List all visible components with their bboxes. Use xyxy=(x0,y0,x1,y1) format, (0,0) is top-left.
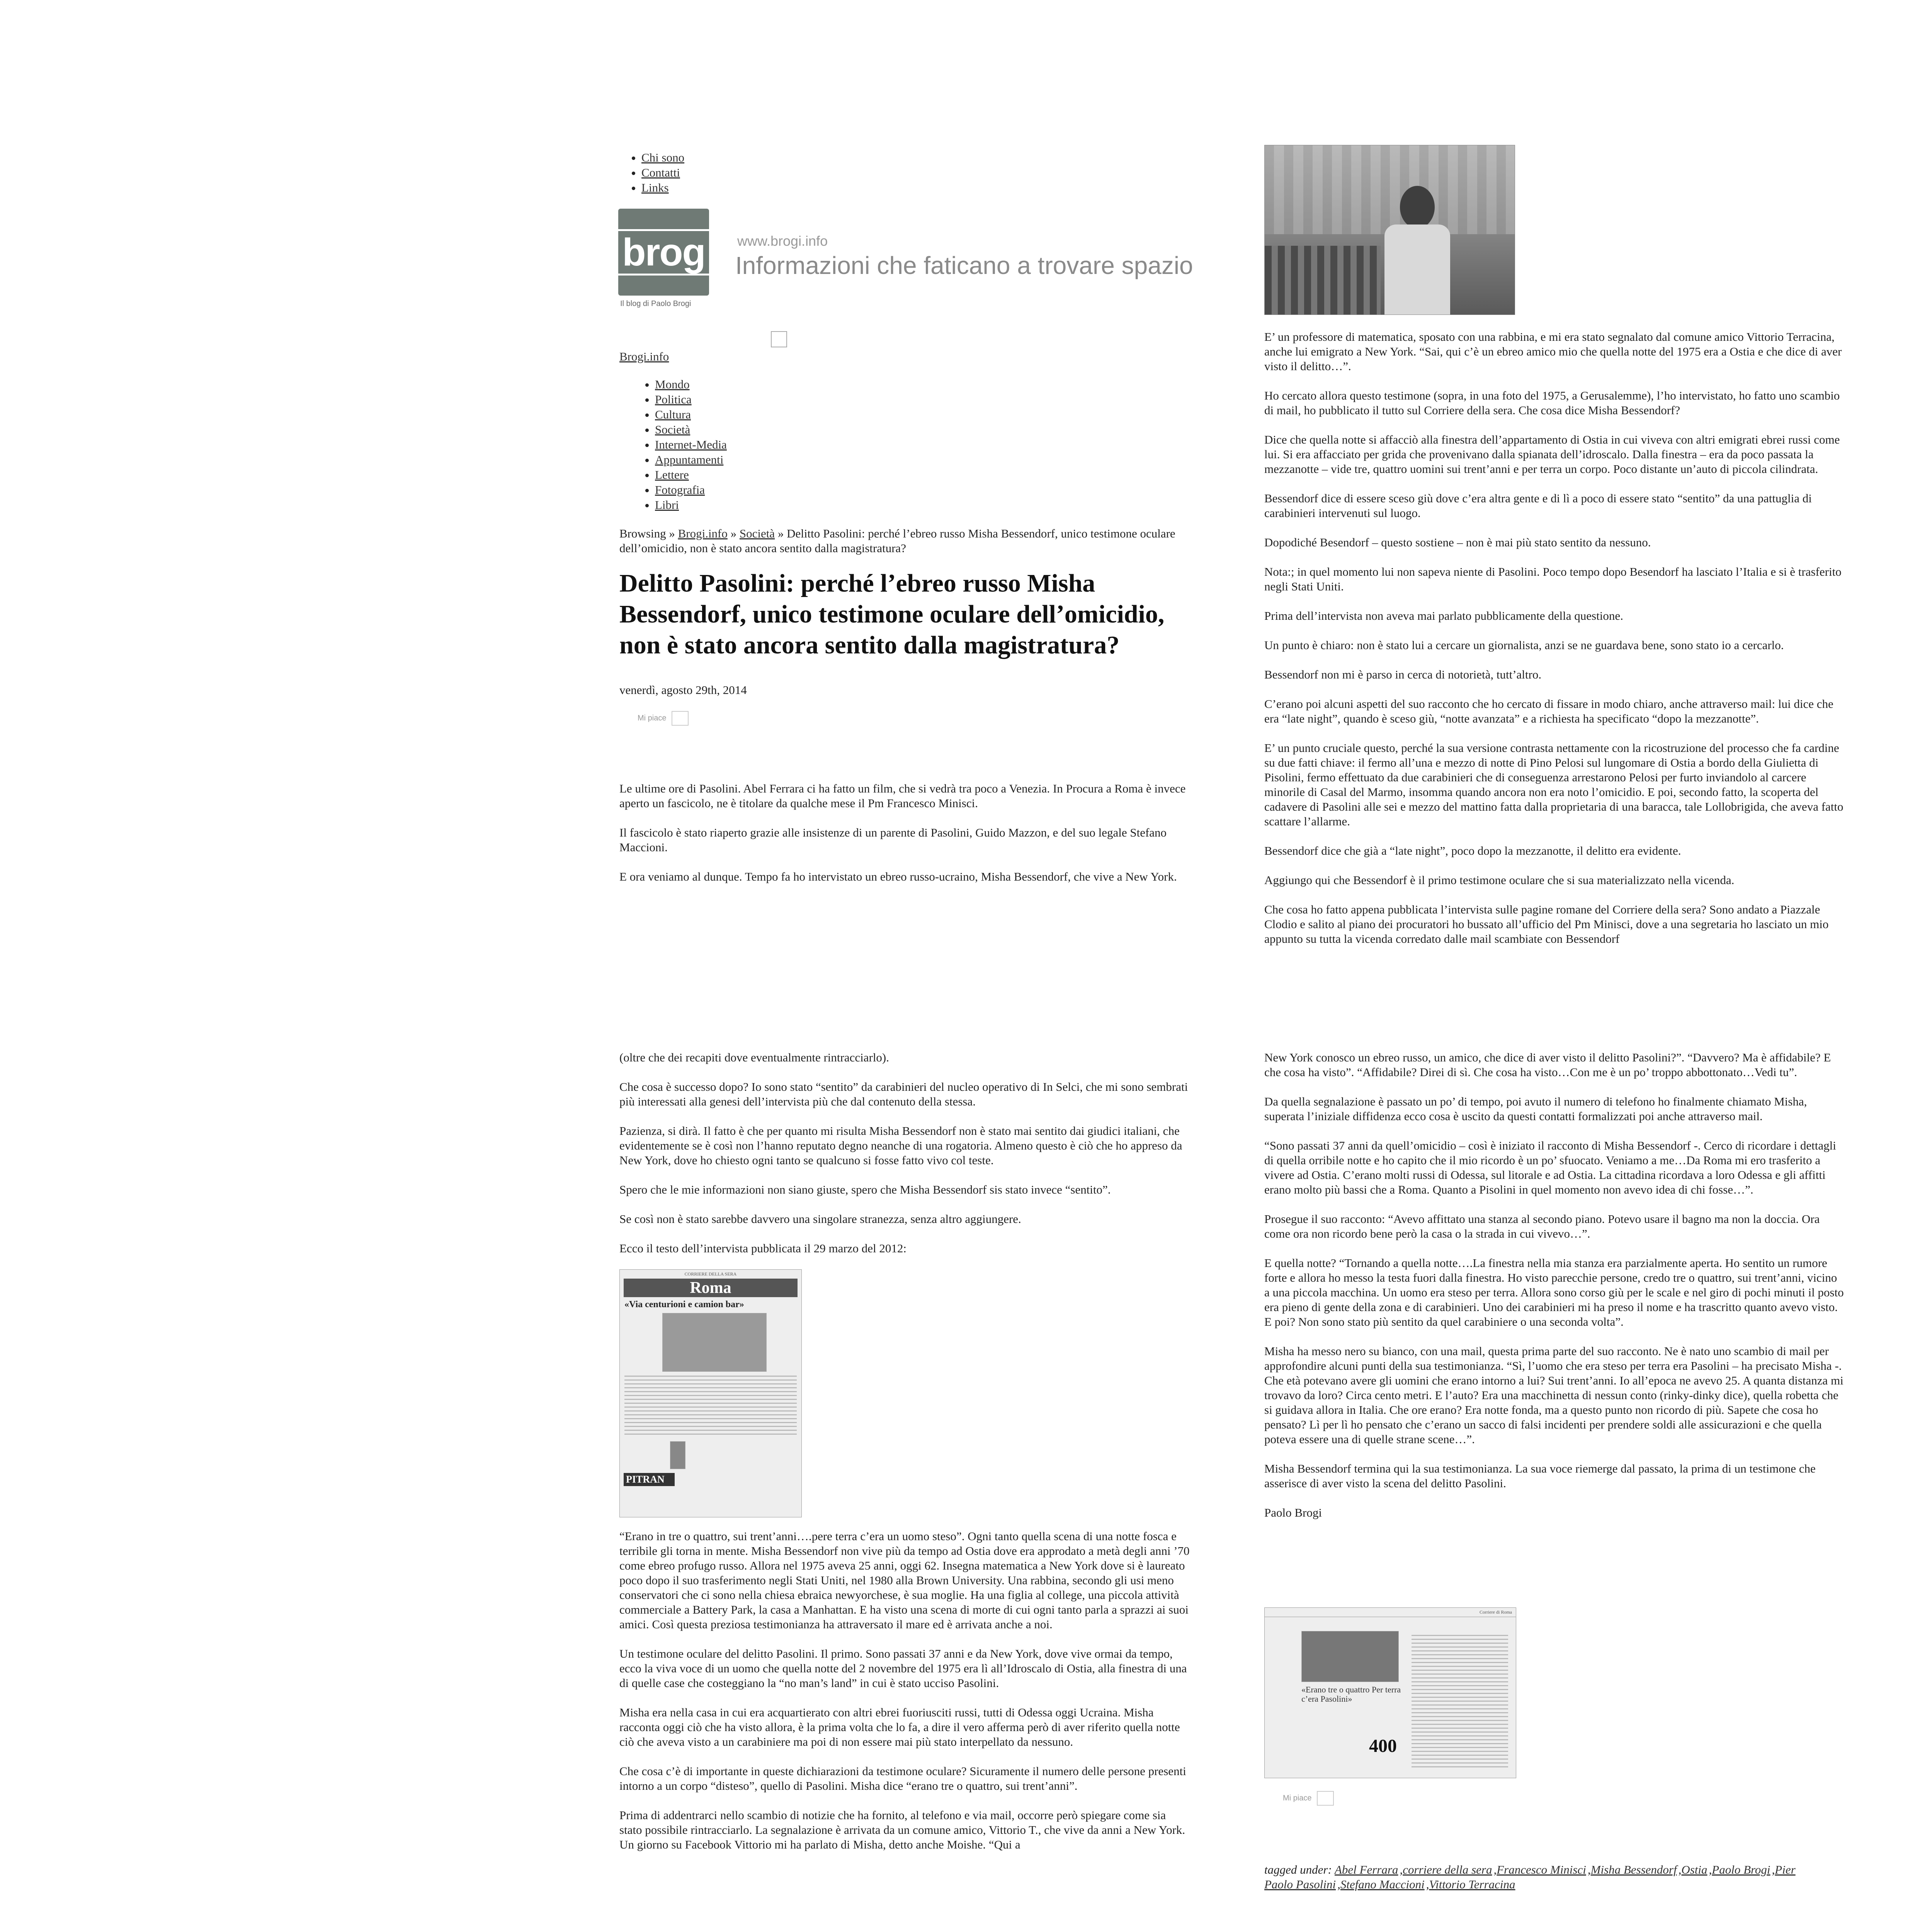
paragraph: Che cosa ho fatto appena pubblicata l’intervista sulle pagine romane del Corriere della sera? Sono andato a Piazzale Clodio e salito al piano dei procuratori ho bussato all’ufficio del Pm Minisci, dove a una segretaria ho lasciato un mio appunto su tutta la vicenda corredato dalle mail scambiate con Bessendorf xyxy=(1264,903,1829,946)
clip-ad: PITRAN xyxy=(624,1473,675,1486)
site-url: www.brogi.info xyxy=(737,233,828,249)
site-tagline: Informazioni che faticano a trovare spazio xyxy=(735,252,1193,279)
category-item[interactable] xyxy=(655,497,810,512)
paragraph: E’ un punto cruciale questo, perché la sua versione contrasta nettamente con la ricostruzione del processo che fa cardine su due fatti chiave: il fermo all’una e mezzo di notte di Pino Pelosi sul lungomare di Ostia a bordo della Giulietta di Pisolini, fermo effettuato da due carabinieri che di conseguenza arrestarono Pelosi per furto inviandolo al carcere minorile di Casal del Marmo, insomma quando ancora non era noto l’omicidio. E poi, secondo fatto, la scoperta del cadavere di Pasolini alle sei e mezzo del mattino fatta dalla proprietaria di una baracca, tale Lollobrigida, che aveva fatto scattare l’allarme. xyxy=(1264,741,1844,828)
category-item[interactable] xyxy=(655,452,810,467)
tag-list: tagged under: Abel Ferrara ,corriere della sera ,Francesco Minisci ,Misha Bessendorf ,Ostia ,Paolo Brogi ,Pier Paolo Pasolini ,Stefano Maccioni ,Vittorio Terracina xyxy=(1264,1863,1796,1891)
tag-link[interactable]: corriere della sera xyxy=(1403,1863,1492,1876)
paragraph: Ecco il testo dell’intervista pubblicata il 29 marzo del 2012: xyxy=(619,1242,906,1255)
clip-section: Roma xyxy=(624,1279,798,1297)
paragraph: Le ultime ore di Pasolini. Abel Ferrara ci ha fatto un film, che si vedrà tra poco a Venezia. In Procura a Roma è invece aperto un fascicolo, ne è titolare da qualche mese il Pm Francesco Minisci. xyxy=(619,782,1186,810)
tag-link[interactable]: Ostia xyxy=(1681,1863,1708,1876)
category-internet-media[interactable]: Internet-Media xyxy=(655,438,727,451)
paragraph: Un testimone oculare del delitto Pasolini. Il primo. Sono passati 37 anni e da New York, dove vive ormai da tempo, ecco la viva voce di un uomo che quella notte del 2 novembre del 1975 era lì all’Idroscalo di Ostia, alla finestra di una di quelle case che costeggiano la “no man’s land” in cui è stato ucciso Pasolini. xyxy=(619,1647,1187,1690)
tag-link[interactable]: Vittorio Terracina xyxy=(1429,1878,1515,1891)
tag-link[interactable]: Paolo Brogi xyxy=(1712,1863,1770,1876)
paragraph: E quella notte? “Tornando a quella notte….La finestra nella mia stanza era parzialmente aperta. Ho sentito un rumore forte e allora ho messo la testa fuori dalla finestra. Ho visto parecchie persone, credo tre o quattro, sui trent’anni, vicino a una piccola macchina. Un uomo era steso per terra. Allora sono corso giù per le scale e nel giro di pochi minuti il posto era pieno di gente della zona e di carabinieri. Uno dei carabinieri mi ha preso il nome e ha trascritto quanto avevo visto. E poi? Non sono stato più sentito da quel carabiniere o una seconda volta”. xyxy=(1264,1256,1844,1328)
paragraph: Misha ha messo nero su bianco, con una mail, questa prima parte del suo racconto. Ne è nato uno scambio di mail per approfondire alcuni punti della sua testimonianza. “Sì, l’uomo che era steso per terra era Pasolini – ha precisato Misha -. Che età potevano avere gli uomini che erano intorno a lui? Sui trent’anni. Io all’epoca ne avevo 25. A quanta distanza mi trovavo da loro? Circa cento metri. E l’auto? Era una macchinetta di nessun conto (rinky-dinky dice), quella robetta che si guidava allora in Italia. Che ore erano? Era notte fonda, ma a questo punto non ricordo di più. Sapete che cosa ho pensato? Lì per lì ho pensato che c’erano un sacco di falsi incidenti per prendere soldi alle assicurazioni e che quella poteva essere una di quelle strane scene…”. xyxy=(1264,1344,1844,1446)
article-date: venerdì, agosto 29th, 2014 xyxy=(619,683,747,697)
photo-man-body xyxy=(1384,224,1450,315)
clip2-photo xyxy=(1301,1631,1399,1682)
nav-contatti[interactable] xyxy=(641,165,796,180)
clip-photo xyxy=(662,1313,767,1372)
paragraph: Dice che quella notte si affacciò alla finestra dell’appartamento di Ostia in cui viveva con altri emigrati ebrei russi come lui. Si era affacciato per grida che provenivano dalla spianata dell’idroscalo. Dalla finestra – era da poco passata la mezzanotte – vide tre, quattro uomini sui trent’anni e per terra un corpo. Poco distante un’auto di piccola cilindrata. xyxy=(1264,433,1840,476)
category-item[interactable] xyxy=(655,407,810,422)
breadcrumb-sep: » xyxy=(730,527,737,540)
tag-link[interactable]: Francesco Minisci xyxy=(1497,1863,1586,1876)
like-count-bubble xyxy=(672,711,689,726)
paragraph: Il fascicolo è stato riaperto grazie alle insistenze di un parente di Pasolini, Guido Mazzon, e del suo legale Stefano Maccioni. xyxy=(619,826,1167,854)
photo-man-head xyxy=(1400,186,1435,228)
tag-link[interactable]: Pier Paolo Pasolini xyxy=(1264,1863,1796,1891)
category-cultura[interactable]: Cultura xyxy=(655,408,691,421)
paragraph: E’ un professore di matematica, sposato con una rabbina, e mi era stato segnalato dal comune amico Vittorio Terracina, anche lui emigrato a New York. “Sai, qui c’è un ebreo amico mio che quella notte del 1975 era a Ostia e che dice di aver visto il delitto…”. xyxy=(1264,330,1842,373)
tag-link[interactable]: Stefano Maccioni xyxy=(1340,1878,1425,1891)
category-item[interactable] xyxy=(655,437,810,452)
nav-contatti-link[interactable]: Contatti xyxy=(641,166,680,179)
paragraph: Prosegue il suo racconto: “Avevo affittato una stanza al secondo piano. Potevo usare il bagno ma non la doccia. Ora come ora non ricordo bene però la casa o la strada in cui vivevo…”. xyxy=(1264,1212,1820,1240)
witness-photo xyxy=(1264,145,1515,315)
like-widget-2[interactable] xyxy=(1283,1791,1334,1806)
article-col-2 xyxy=(1264,330,1844,961)
paragraph: Dopodiché Besendorf – questo sostiene – non è mai più stato sentito da nessuno. xyxy=(1264,536,1651,549)
article-col-3 xyxy=(619,1050,1191,1270)
category-menu xyxy=(622,377,810,512)
nav-chi-sono-link[interactable]: Chi sono xyxy=(641,151,685,164)
paragraph: “Sono passati 37 anni da quell’omicidio – così è iniziato il racconto di Misha Bessendorf -. Cerco di ricordare i dettagli di quella orribile notte e ho capito che il mio ricordo è un po’ sfuocato. Veniamo a me…Da Roma mi ero trasferito a vivere ad Ostia. C’erano molti russi di Odessa, sul litorale e ad Ostia. La cittadina ricordava a loro Odessa e gli affitti erano molto più bassi che a Roma. Quanto a Pisolini in quel momento non avevo idea di chi fosse…”. xyxy=(1264,1139,1836,1196)
category-mondo[interactable]: Mondo xyxy=(655,378,690,391)
paragraph: Da quella segnalazione è passato un po’ di tempo, poi avuto il numero di telefono ho finalmente chiamato Misha, superata l’iniziale diffidenza ecco cosa è uscito da questi contatti formalizzati poi anche attraverso mail. xyxy=(1264,1095,1807,1123)
category-fotografia[interactable]: Fotografia xyxy=(655,483,705,497)
paragraph: Bessendorf dice che già a “late night”, poco dopo la mezzanotte, il delitto era evidente. xyxy=(1264,844,1681,857)
paragraph: Che cosa c’è di importante in queste dichiarazioni da testimone oculare? Sicuramente il numero delle persone presenti intorno a un corpo “disteso”, quello di Pasolini. Misha dice “erano tre o quattro, sui trent’anni”. xyxy=(619,1764,1186,1793)
tag-link[interactable]: Abel Ferrara xyxy=(1334,1863,1398,1876)
article-col-3b xyxy=(619,1529,1191,1867)
paragraph: Un punto è chiaro: non è stato lui a cercare un giornalista, anzi se ne guardava bene, sono stato io a cercarlo. xyxy=(1264,638,1784,652)
home-link[interactable]: Brogi.info xyxy=(619,350,669,363)
breadcrumb xyxy=(619,526,1191,556)
clip-masthead: CORRIERE DELLA SERA xyxy=(684,1271,737,1277)
paragraph: Misha Bessendorf termina qui la sua testimonianza. La sua voce riemerge dal passato, la prima di un testimone che asserisce di aver visto la scena del delitto Pasolini. xyxy=(1264,1462,1816,1490)
paragraph: Nota:; in quel momento lui non sapeva niente di Pasolini. Poco tempo dopo Besendorf ha lasciato l’Italia e si è trasferito negli Stati Uniti. xyxy=(1264,565,1842,593)
category-lettere[interactable]: Lettere xyxy=(655,468,689,481)
paragraph: Misha era nella casa in cui era acquartierato con altri ebrei fuoriusciti russi, tutti di Odessa oggi Ucraina. Misha racconta oggi ciò che ha visto allora, è la prima volta che lo fa, a dire il vero afferma però di aver riferito quella notte ciò che aveva visto a un carabiniere ma poi di non essere mai più stato interpellato da nessuno. xyxy=(619,1706,1180,1748)
category-politica[interactable]: Politica xyxy=(655,393,692,406)
nav-chi-sono[interactable] xyxy=(641,150,796,165)
category-item[interactable] xyxy=(655,482,810,497)
search-box-icon[interactable] xyxy=(771,331,787,347)
clip2-headline: «Erano tre o quattro Per terra c’era Pasolini» xyxy=(1301,1685,1401,1704)
paragraph: Bessendorf non mi è parso in cerca di notorietà, tutt’altro. xyxy=(1264,668,1542,681)
clip2-text-lines xyxy=(1412,1635,1508,1770)
logo-caption: Il blog di Paolo Brogi xyxy=(620,299,691,308)
clip-headline: «Via centurioni e camion bar» xyxy=(624,1299,744,1310)
like-widget[interactable] xyxy=(638,711,689,726)
logo-text: brog xyxy=(616,229,711,276)
paragraph: (oltre che dei recapiti dove eventualmente rintracciarlo). xyxy=(619,1051,889,1064)
breadcrumb-societa[interactable]: Società xyxy=(739,527,775,540)
paragraph: Spero che le mie informazioni non siano giuste, spero che Misha Bessendorf sis stato invece “sentito”. xyxy=(619,1183,1111,1196)
nav-links-link[interactable]: Links xyxy=(641,181,669,194)
photo-wall xyxy=(1265,145,1515,234)
author-signature: Paolo Brogi xyxy=(1264,1506,1322,1519)
paragraph: Prima dell’intervista non aveva mai parlato pubblicamente della questione. xyxy=(1264,609,1623,622)
paragraph: Se così non è stato sarebbe davvero una singolare stranezza, senza altro aggiungere. xyxy=(619,1212,1021,1226)
category-societa[interactable]: Società xyxy=(655,423,690,436)
breadcrumb-home[interactable]: Brogi.info xyxy=(678,527,728,540)
breadcrumb-current: » Delitto Pasolini: perché l’ebreo russo Misha Bessendorf, unico testimone oculare dell’omicidio, non è stato ancora sentito dalla magistratura? xyxy=(619,527,1175,555)
tags-label: tagged under: xyxy=(1264,1863,1332,1876)
article-title: Delitto Pasolini: perché l’ebreo russo Misha Bessendorf, unico testimone oculare dell’omicidio, non è stato ancora sentito dalla magistratura? xyxy=(619,569,1165,659)
paragraph: Pazienza, si dirà. Il fatto è che per quanto mi risulta Misha Bessendorf non è stato mai sentito dai giudici italiani, che evidentemente se è così non l’hanno reputato degno neanche di una rogatoria. Almeno questo è ciò che ho appreso da New York, dove ho chiesto ogni tanto se qualcuno si fosse fatto vivo col teste. xyxy=(619,1124,1182,1167)
photo-crowd xyxy=(1265,246,1381,315)
paragraph: Aggiungo qui che Bessendorf è il primo testimone oculare che si sua materializzato nella vicenda. xyxy=(1264,873,1735,887)
paragraph: New York conosco un ebreo russo, un amico, che dice di aver visto il delitto Pasolini?”. “Davvero? Ma è affidabile? E che cosa ha visto”. “Affidabile? Direi di sì. Che cosa ha visto…Con me è un po’ troppo abbottonato…Vedi tu”. xyxy=(1264,1051,1831,1079)
paragraph: “Erano in tre o quattro, sui trent’anni….pere terra c’era un uomo steso”. Ogni tanto quella scena di una notte fosca e terribile gli torna in mente. Misha Bessendorf non vive più da tempo ad Ostia dove era approdato a metà degli anni ’70 come ebreo profugo russo. Allora nel 1975 aveva 25 anni, oggi 62. Insegna matematica a New York dove si è laureato poco dopo il suo trasferimento negli Stati Uniti, nel 1980 alla Brown University. Una rabbina, secondo gli usi meno conservatori che ci sono nella chiesa ebraica newyorchese, è sua moglie. Ha una figlia al college, una piccola attività commerciale a Battery Park, la casa a Manhattan. E ha visto una scena di morte di cui ogni tanto parla a sprazzi ai suoi amici. Così questa preziosa testimonianza ha attraversato il mare ed è arrivata anche a noi. xyxy=(619,1529,1190,1631)
nav-links[interactable] xyxy=(641,180,796,195)
clip2-number: 400 xyxy=(1369,1736,1397,1756)
clip-photo-small xyxy=(670,1441,685,1469)
site-logo[interactable] xyxy=(618,209,709,296)
paragraph: Prima di addentrarci nello scambio di notizie che ha fornito, al telefono e via mail, occorre però spiegare come sia stato possibile rintracciarlo. La segnalazione è arrivata da un comune amico, Vittorio T., che vive da anni a New York. Un giorno su Facebook Vittorio mi ha parlato di Misha, detto anche Moishe. “Qui a xyxy=(619,1808,1185,1851)
category-item[interactable] xyxy=(655,467,810,482)
paragraph: C’erano poi alcuni aspetti del suo racconto che ho cercato di fissare in modo chiaro, anche attraverso mail: lui dice che era “late night”, quando è sceso giù, “notte avanzata” e a richiesta ha specificato “dopo la mezzanotte”. xyxy=(1264,697,1833,725)
category-item[interactable] xyxy=(655,422,810,437)
like-label: Mi piace xyxy=(638,714,667,723)
paragraph: Ho cercato allora questo testimone (sopra, in una foto del 1975, a Gerusalemme), l’ho intervistato, ho fatto uno scambio di mail, ho pubblicato il tutto sul Corriere della sera. Che cosa dice Misha Bessendorf? xyxy=(1264,389,1840,417)
clip-text-lines xyxy=(624,1376,797,1437)
newspaper-clipping-corriere[interactable] xyxy=(1264,1607,1516,1778)
category-libri[interactable]: Libri xyxy=(655,498,679,512)
category-item[interactable] xyxy=(655,377,810,392)
category-appuntamenti[interactable]: Appuntamenti xyxy=(655,453,724,466)
paragraph: Bessendorf dice di essere sceso giù dove c’era altra gente e di lì a poco di essere stato “sentito” da una pattuglia di carabinieri intervenuti sul luogo. xyxy=(1264,492,1812,520)
article-col-1 xyxy=(619,781,1195,899)
top-nav xyxy=(609,150,796,195)
newspaper-clipping-roma[interactable] xyxy=(619,1269,802,1517)
paragraph: E ora veniamo al dunque. Tempo fa ho intervistato un ebreo russo-ucraino, Misha Bessendorf, che vive a New York. xyxy=(619,870,1177,883)
paragraph: Che cosa è successo dopo? Io sono stato “sentito” da carabinieri del nucleo operativo di In Selci, che mi sono sembrati più interessati alla genesi dell’intervista più che dal contenuto della stessa. xyxy=(619,1080,1188,1108)
tag-link[interactable]: Misha Bessendorf xyxy=(1590,1863,1677,1876)
like-label-2: Mi piace xyxy=(1283,1794,1312,1803)
category-item[interactable] xyxy=(655,392,810,407)
breadcrumb-prefix: Browsing » xyxy=(619,527,675,540)
clip2-header: Corriere di Roma xyxy=(1265,1608,1516,1617)
article-col-4 xyxy=(1264,1050,1844,1535)
like-count-bubble-2 xyxy=(1317,1791,1334,1806)
